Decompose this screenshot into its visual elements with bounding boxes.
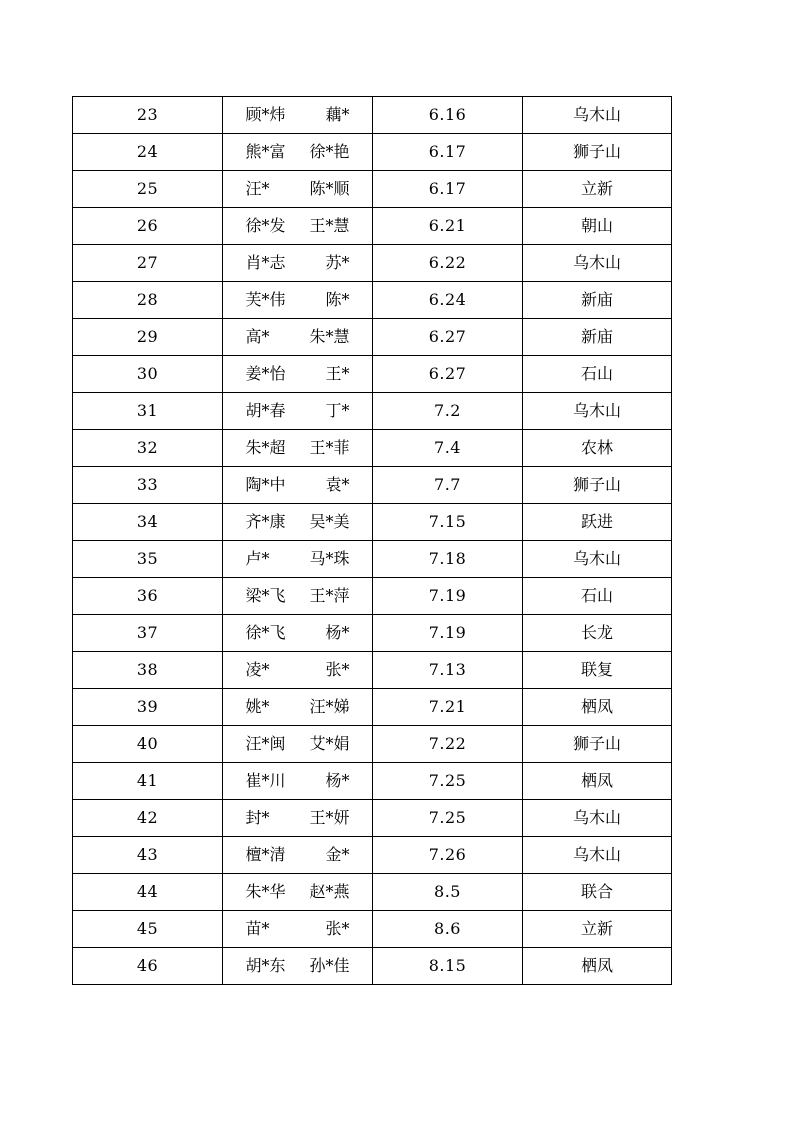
location-cell: 朝山 — [523, 208, 672, 245]
names-pair — [246, 144, 350, 160]
names-pair — [246, 255, 350, 271]
row-number-cell: 33 — [73, 467, 223, 504]
table-row — [73, 134, 672, 171]
names-pair — [246, 366, 350, 382]
row-number-cell: 46 — [73, 948, 223, 985]
table-row — [73, 800, 672, 837]
table-row — [73, 948, 672, 985]
date-cell: 7.19 — [373, 578, 523, 615]
table-row — [73, 578, 672, 615]
second-name: 马*珠 — [309, 549, 350, 568]
row-number-cell: 44 — [73, 874, 223, 911]
location-cell: 乌木山 — [523, 800, 672, 837]
couple-names-cell — [223, 763, 373, 800]
couple-names-cell — [223, 652, 373, 689]
row-number-cell: 34 — [73, 504, 223, 541]
second-name: 袁* — [325, 475, 350, 494]
couple-names-cell — [223, 911, 373, 948]
first-name: 卢* — [245, 549, 270, 568]
date-cell: 6.27 — [373, 356, 523, 393]
first-name: 齐*康 — [245, 512, 286, 531]
row-number-cell: 35 — [73, 541, 223, 578]
date-cell: 6.17 — [373, 171, 523, 208]
location-cell: 农林 — [523, 430, 672, 467]
location-cell: 乌木山 — [523, 245, 672, 282]
table-row — [73, 319, 672, 356]
table-row — [73, 541, 672, 578]
names-pair — [246, 551, 350, 567]
table-row — [73, 504, 672, 541]
table-row — [73, 874, 672, 911]
couple-names-cell — [223, 356, 373, 393]
first-name: 汪* — [245, 179, 270, 198]
second-name: 丁* — [325, 401, 350, 420]
couple-names-cell — [223, 726, 373, 763]
date-cell: 7.21 — [373, 689, 523, 726]
names-pair — [246, 329, 350, 345]
row-number-cell: 42 — [73, 800, 223, 837]
row-number-cell: 45 — [73, 911, 223, 948]
first-name: 徐*发 — [245, 216, 286, 235]
location-cell: 乌木山 — [523, 97, 672, 134]
table-row — [73, 911, 672, 948]
second-name: 王*妍 — [309, 808, 350, 827]
date-cell: 7.26 — [373, 837, 523, 874]
location-cell: 联合 — [523, 874, 672, 911]
names-pair — [246, 921, 350, 937]
couple-names-cell — [223, 948, 373, 985]
location-cell: 狮子山 — [523, 726, 672, 763]
second-name: 王*萍 — [309, 586, 350, 605]
row-number-cell: 43 — [73, 837, 223, 874]
date-cell: 6.16 — [373, 97, 523, 134]
couple-names-cell — [223, 541, 373, 578]
date-cell: 6.21 — [373, 208, 523, 245]
location-cell: 栖凤 — [523, 948, 672, 985]
first-name: 徐*飞 — [245, 623, 286, 642]
first-name: 熊*富 — [245, 142, 286, 161]
names-pair — [246, 403, 350, 419]
row-number-cell: 26 — [73, 208, 223, 245]
couple-names-cell — [223, 97, 373, 134]
names-pair — [246, 625, 350, 641]
first-name: 陶*中 — [245, 475, 286, 494]
date-cell: 7.2 — [373, 393, 523, 430]
second-name: 徐*艳 — [309, 142, 350, 161]
names-pair — [246, 440, 350, 456]
row-number-cell: 24 — [73, 134, 223, 171]
date-cell: 7.4 — [373, 430, 523, 467]
names-pair — [246, 218, 350, 234]
first-name: 檀*清 — [245, 845, 286, 864]
second-name: 陈*顺 — [309, 179, 350, 198]
couple-names-cell — [223, 689, 373, 726]
date-cell: 8.5 — [373, 874, 523, 911]
first-name: 胡*东 — [245, 956, 286, 975]
location-cell: 栖凤 — [523, 689, 672, 726]
first-name: 姚* — [245, 697, 270, 716]
second-name: 张* — [325, 919, 350, 938]
couple-names-cell — [223, 578, 373, 615]
second-name: 孙*佳 — [309, 956, 350, 975]
table-row — [73, 393, 672, 430]
date-cell: 7.25 — [373, 763, 523, 800]
row-number-cell: 27 — [73, 245, 223, 282]
second-name: 赵*燕 — [309, 882, 350, 901]
row-number-cell: 38 — [73, 652, 223, 689]
row-number-cell: 30 — [73, 356, 223, 393]
couple-names-cell — [223, 800, 373, 837]
names-pair — [246, 958, 350, 974]
second-name: 张* — [325, 660, 350, 679]
table-row — [73, 467, 672, 504]
location-cell: 狮子山 — [523, 467, 672, 504]
names-pair — [246, 514, 350, 530]
location-cell: 联复 — [523, 652, 672, 689]
first-name: 朱*超 — [245, 438, 286, 457]
couple-names-cell — [223, 171, 373, 208]
table-row — [73, 726, 672, 763]
names-pair — [246, 588, 350, 604]
couple-names-cell — [223, 393, 373, 430]
table-row — [73, 208, 672, 245]
date-cell: 7.19 — [373, 615, 523, 652]
location-cell: 立新 — [523, 171, 672, 208]
date-cell: 7.25 — [373, 800, 523, 837]
couple-names-cell — [223, 467, 373, 504]
first-name: 高* — [245, 327, 270, 346]
row-number-cell: 31 — [73, 393, 223, 430]
couple-names-cell — [223, 245, 373, 282]
first-name: 顾*炜 — [245, 105, 286, 124]
table-row — [73, 430, 672, 467]
names-pair — [246, 107, 350, 123]
first-name: 芙*伟 — [245, 290, 286, 309]
first-name: 崔*川 — [245, 771, 286, 790]
table-row — [73, 282, 672, 319]
location-cell: 立新 — [523, 911, 672, 948]
names-pair — [246, 699, 350, 715]
second-name: 金* — [325, 845, 350, 864]
table-body — [73, 97, 672, 985]
second-name: 杨* — [325, 771, 350, 790]
row-number-cell: 39 — [73, 689, 223, 726]
names-pair — [246, 810, 350, 826]
names-pair — [246, 847, 350, 863]
row-number-cell: 40 — [73, 726, 223, 763]
row-number-cell: 41 — [73, 763, 223, 800]
couple-names-cell — [223, 282, 373, 319]
date-cell: 8.15 — [373, 948, 523, 985]
date-cell: 7.7 — [373, 467, 523, 504]
couple-names-cell — [223, 874, 373, 911]
first-name: 姜*怡 — [245, 364, 286, 383]
location-cell: 跃进 — [523, 504, 672, 541]
first-name: 朱*华 — [245, 882, 286, 901]
row-number-cell: 29 — [73, 319, 223, 356]
table-row — [73, 245, 672, 282]
second-name: 艾*娟 — [309, 734, 350, 753]
location-cell: 狮子山 — [523, 134, 672, 171]
date-cell: 7.13 — [373, 652, 523, 689]
table-row — [73, 689, 672, 726]
second-name: 吴*美 — [309, 512, 350, 531]
location-cell: 乌木山 — [523, 541, 672, 578]
names-pair — [246, 292, 350, 308]
first-name: 封* — [245, 808, 270, 827]
table-row — [73, 652, 672, 689]
date-cell: 6.27 — [373, 319, 523, 356]
registry-table — [72, 96, 672, 985]
location-cell: 新庙 — [523, 282, 672, 319]
second-name: 王*慧 — [309, 216, 350, 235]
names-pair — [246, 773, 350, 789]
row-number-cell: 36 — [73, 578, 223, 615]
couple-names-cell — [223, 430, 373, 467]
second-name: 王* — [325, 364, 350, 383]
couple-names-cell — [223, 319, 373, 356]
table-row — [73, 615, 672, 652]
row-number-cell: 25 — [73, 171, 223, 208]
date-cell: 8.6 — [373, 911, 523, 948]
table-row — [73, 171, 672, 208]
first-name: 苗* — [245, 919, 270, 938]
second-name: 王*菲 — [309, 438, 350, 457]
date-cell: 6.17 — [373, 134, 523, 171]
date-cell: 7.22 — [373, 726, 523, 763]
table-row — [73, 356, 672, 393]
row-number-cell: 32 — [73, 430, 223, 467]
couple-names-cell — [223, 504, 373, 541]
date-cell: 6.22 — [373, 245, 523, 282]
second-name: 朱*慧 — [309, 327, 350, 346]
names-pair — [246, 884, 350, 900]
first-name: 凌* — [245, 660, 270, 679]
first-name: 胡*春 — [245, 401, 286, 420]
names-pair — [246, 477, 350, 493]
second-name: 杨* — [325, 623, 350, 642]
first-name: 汪*闽 — [245, 734, 286, 753]
location-cell: 石山 — [523, 356, 672, 393]
table-row — [73, 97, 672, 134]
location-cell: 石山 — [523, 578, 672, 615]
date-cell: 7.15 — [373, 504, 523, 541]
second-name: 苏* — [325, 253, 350, 272]
location-cell: 乌木山 — [523, 393, 672, 430]
names-pair — [246, 736, 350, 752]
location-cell: 新庙 — [523, 319, 672, 356]
date-cell: 6.24 — [373, 282, 523, 319]
location-cell: 乌木山 — [523, 837, 672, 874]
table-row — [73, 837, 672, 874]
couple-names-cell — [223, 837, 373, 874]
first-name: 肖*志 — [245, 253, 286, 272]
row-number-cell: 37 — [73, 615, 223, 652]
first-name: 梁*飞 — [245, 586, 286, 605]
row-number-cell: 28 — [73, 282, 223, 319]
second-name: 藕* — [325, 105, 350, 124]
names-pair — [246, 181, 350, 197]
location-cell: 栖凤 — [523, 763, 672, 800]
location-cell: 长龙 — [523, 615, 672, 652]
names-pair — [246, 662, 350, 678]
date-cell: 7.18 — [373, 541, 523, 578]
couple-names-cell — [223, 208, 373, 245]
second-name: 汪*娣 — [309, 697, 350, 716]
second-name: 陈* — [325, 290, 350, 309]
couple-names-cell — [223, 615, 373, 652]
couple-names-cell — [223, 134, 373, 171]
row-number-cell: 23 — [73, 97, 223, 134]
table-row — [73, 763, 672, 800]
